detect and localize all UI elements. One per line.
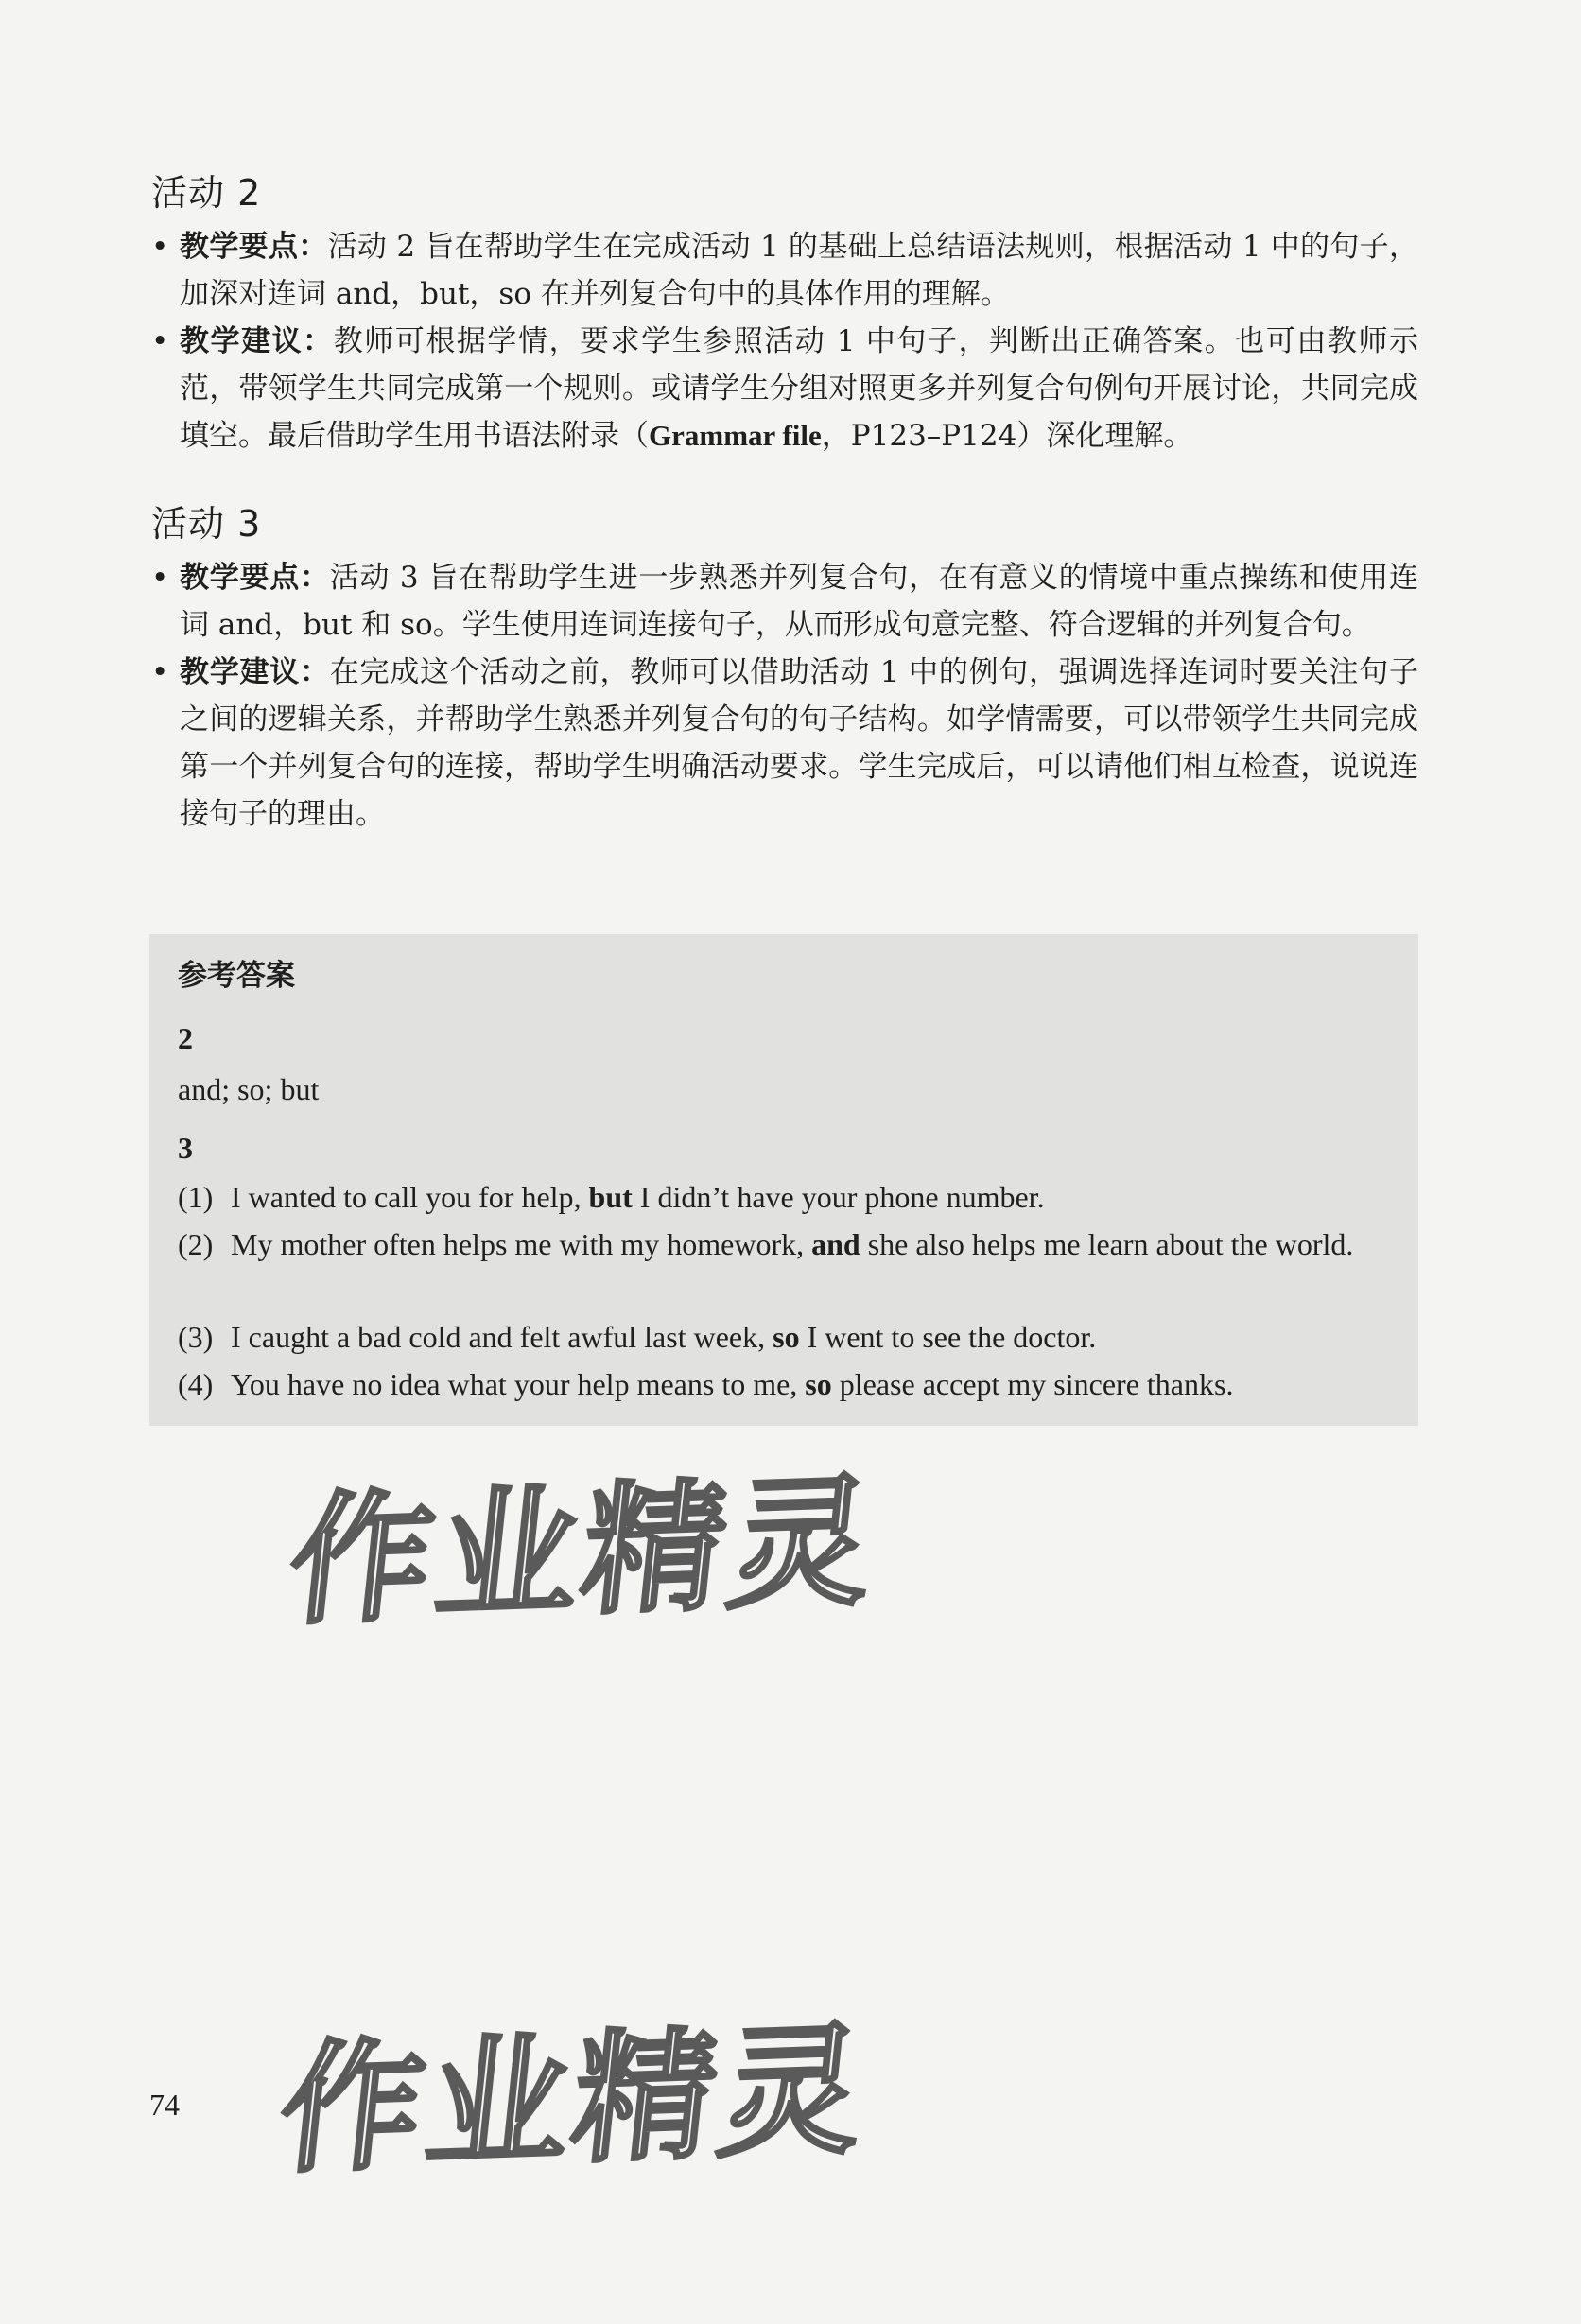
item-number: (1) <box>178 1180 214 1214</box>
item-conjunction: so <box>773 1320 800 1354</box>
activity-2-teaching-points <box>151 223 1418 318</box>
item-number: (2) <box>178 1227 214 1261</box>
bullet-dot: • <box>151 561 169 595</box>
item-conjunction: so <box>805 1367 832 1401</box>
teaching-advice-text: 在完成这个活动之前，教师可以借助活动 1 中的例句，强调选择连词时要关注句子之间的逻辑关系，并帮助学生熟悉并列复合句的句子结构。如学情需要，可以带领学生共同完成第一个并列复合句的连接，帮助学生明确活动要求。学生完成后，可以请他们相互检查，说说连接句子的理由。 <box>180 655 1418 831</box>
answer-3-number: 3 <box>178 1131 193 1165</box>
answer-3-item <box>178 1222 1396 1267</box>
item-text-before: My mother often helps me with my homework, <box>231 1227 812 1261</box>
activity-2-heading: 活动 2 <box>151 172 262 214</box>
item-text-after: she also helps me learn about the world. <box>860 1227 1354 1261</box>
grammar-file-reference: Grammar file <box>649 419 822 452</box>
bullet-dot: • <box>151 230 169 264</box>
answer-2-number: 2 <box>178 1021 193 1055</box>
item-text <box>231 1314 1396 1360</box>
item-text <box>231 1174 1396 1220</box>
activity-3-section <box>151 497 1418 838</box>
bullet-dot: • <box>151 655 169 689</box>
activity-3-teaching-points <box>151 554 1418 649</box>
teaching-advice-label: 教学建议： <box>180 655 330 689</box>
teaching-advice-label: 教学建议： <box>180 324 334 358</box>
teaching-advice-text: 教师可根据学情，要求学生参照活动 1 中句子，判断出正确答案。也可由教师示范，带领学生共同完成第一个规则。或请学生分组对照更多并列复合句例句开展讨论，共同完成填空。最后借助学生用书语法附录（ <box>180 324 1418 453</box>
answer-3-item <box>178 1174 1396 1220</box>
answer-3-item <box>178 1314 1396 1360</box>
reference-answers-box <box>149 934 1418 1426</box>
bullet-dot: • <box>151 324 169 358</box>
answer-2-text: and; so; but <box>178 1072 320 1106</box>
answer-3-item <box>178 1361 1396 1407</box>
item-number: (4) <box>178 1367 214 1401</box>
teaching-points-label: 教学要点： <box>180 230 328 264</box>
activity-3-teaching-advice <box>151 649 1418 838</box>
activity-2-section <box>151 166 1418 460</box>
teaching-points-label: 教学要点： <box>180 561 330 595</box>
item-text-before: I caught a bad cold and felt awful last week, <box>231 1320 773 1354</box>
teaching-points-text: 活动 2 旨在帮助学生在完成活动 1 的基础上总结语法规则，根据活动 1 中的句子，加深对连词 and，but，so 在并列复合句中的具体作用的理解。 <box>180 230 1418 311</box>
item-text <box>231 1222 1396 1267</box>
page-number: 74 <box>149 2088 180 2122</box>
activity-2-teaching-advice <box>151 318 1418 460</box>
teaching-advice-text-end: ，P123–P124）深化理解。 <box>821 419 1193 453</box>
item-conjunction: but <box>588 1180 633 1214</box>
item-text-before: You have no idea what your help means to me, <box>231 1367 806 1401</box>
watermark-logo: 作业精灵 <box>272 2008 876 2194</box>
item-text <box>231 1361 1396 1407</box>
item-number: (3) <box>178 1320 214 1354</box>
activity-3-heading: 活动 3 <box>151 503 262 545</box>
reference-answers-title: 参考答案 <box>178 959 295 993</box>
item-text-after: please accept my sincere thanks. <box>831 1367 1234 1401</box>
item-text-after: I went to see the doctor. <box>799 1320 1097 1354</box>
teaching-points-text: 活动 3 旨在帮助学生进一步熟悉并列复合句，在有意义的情境中重点操练和使用连词 and，but 和 so。学生使用连词连接句子，从而形成句意完整、符合逻辑的并列复合句。 <box>180 561 1418 642</box>
item-conjunction: and <box>811 1227 860 1261</box>
watermark-logo: 作业精灵 <box>282 1460 885 1645</box>
item-text-before: I wanted to call you for help, <box>231 1180 589 1214</box>
item-text-after: I didn’t have your phone number. <box>632 1180 1045 1214</box>
